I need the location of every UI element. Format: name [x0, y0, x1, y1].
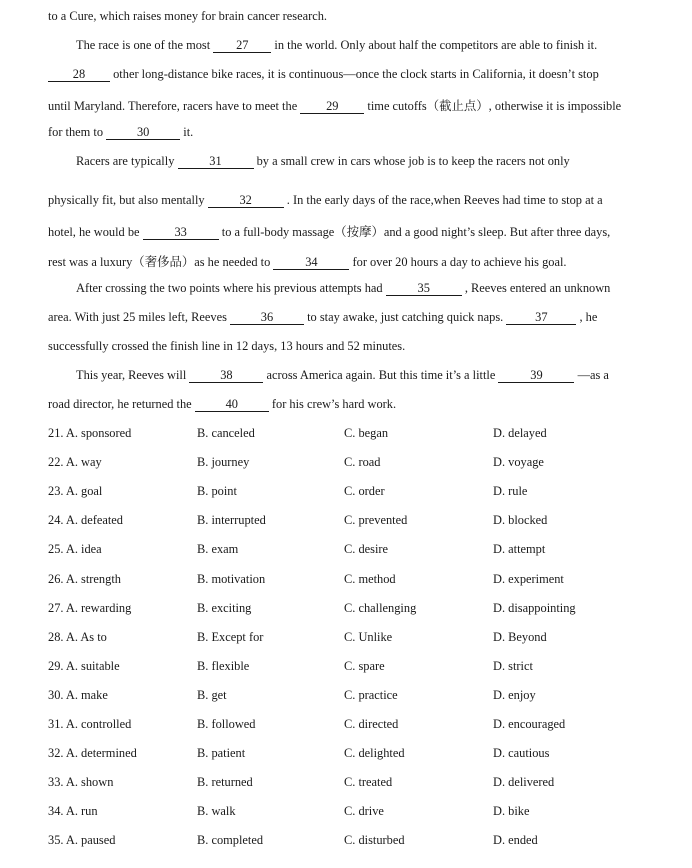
option-a: 32. A. determined	[48, 746, 137, 760]
text-segment: for over 20 hours a day to achieve his goal.	[352, 255, 567, 269]
option-c: C. spare	[344, 659, 385, 673]
text-segment: After crossing the two points where his previous attempts had	[76, 281, 383, 295]
passage-line-14	[48, 397, 396, 412]
option-a: 24. A. defeated	[48, 513, 124, 527]
blank-40: 40	[195, 398, 269, 412]
text-segment: —as a	[577, 368, 609, 382]
option-b: B. followed	[197, 717, 256, 731]
text-segment: by a small crew in cars whose job is to keep the racers not only	[256, 154, 570, 168]
passage-line-5	[48, 125, 193, 140]
text-segment: rest was a luxury（奢侈品）as he needed to	[48, 255, 271, 269]
option-b: B. motivation	[197, 572, 266, 586]
option-d: D. ended	[493, 833, 538, 847]
blank-39: 39	[498, 369, 574, 383]
option-a: 25. A. idea	[48, 542, 102, 556]
option-c: C. prevented	[344, 513, 408, 527]
text-segment: road director, he returned the	[48, 397, 192, 411]
passage-line-4	[48, 96, 621, 114]
blank-38: 38	[189, 369, 263, 383]
option-c: C. order	[344, 484, 385, 498]
passage-line-8	[48, 222, 610, 240]
option-a: 21. A. sponsored	[48, 426, 132, 440]
option-d: D. delivered	[493, 775, 555, 789]
passage-line-10	[76, 281, 610, 296]
option-d: D. delayed	[493, 426, 547, 440]
option-b: B. returned	[197, 775, 253, 789]
option-c: C. method	[344, 572, 396, 586]
text-segment: , Reeves entered an unknown	[464, 281, 611, 295]
blank-34: 34	[273, 256, 349, 270]
blank-31: 31	[178, 155, 254, 169]
blank-29: 29	[300, 100, 364, 114]
option-a: 26. A. strength	[48, 572, 121, 586]
text-segment: until Maryland. Therefore, racers have to meet the	[48, 99, 298, 113]
option-d: D. blocked	[493, 513, 548, 527]
option-b: B. walk	[197, 804, 236, 818]
text-segment: in the world. Only about half the competitors are able to finish it.	[274, 38, 598, 52]
option-a: 23. A. goal	[48, 484, 103, 498]
option-b: B. point	[197, 484, 237, 498]
option-b: B. exam	[197, 542, 239, 556]
option-b: B. patient	[197, 746, 246, 760]
text-segment: time cutoffs（截止点）, otherwise it is impossible	[367, 99, 622, 113]
passage-line-13	[76, 368, 609, 383]
option-d: D. bike	[493, 804, 530, 818]
option-d: D. encouraged	[493, 717, 566, 731]
option-c: C. practice	[344, 688, 398, 702]
option-b: B. Except for	[197, 630, 264, 644]
text-segment: other long-distance bike races, it is continuous—once the clock starts in California, it doesn’t stop	[113, 67, 599, 81]
text-segment: hotel, he would be	[48, 225, 140, 239]
option-d: D. attempt	[493, 542, 546, 556]
text-segment: across America again. But this time it’s a little	[266, 368, 496, 382]
option-c: C. drive	[344, 804, 384, 818]
option-d: D. enjoy	[493, 688, 536, 702]
option-d: D. disappointing	[493, 601, 576, 615]
option-a: 22. A. way	[48, 455, 102, 469]
option-d: D. rule	[493, 484, 528, 498]
option-b: B. exciting	[197, 601, 252, 615]
blank-33: 33	[143, 226, 219, 240]
blank-32: 32	[208, 194, 284, 208]
text-segment: This year, Reeves will	[76, 368, 187, 382]
option-d: D. experiment	[493, 572, 564, 586]
text-segment: The race is one of the most	[76, 38, 211, 52]
option-d: D. voyage	[493, 455, 544, 469]
passage-line-6	[76, 154, 570, 169]
text-segment: Racers are typically	[76, 154, 175, 168]
passage-line-9	[48, 252, 567, 270]
option-c: C. Unlike	[344, 630, 393, 644]
option-d: D. Beyond	[493, 630, 547, 644]
option-d: D. strict	[493, 659, 533, 673]
option-c: C. treated	[344, 775, 393, 789]
option-b: B. completed	[197, 833, 264, 847]
option-a: 35. A. paused	[48, 833, 116, 847]
option-b: B. flexible	[197, 659, 250, 673]
blank-37: 37	[506, 311, 576, 325]
option-c: C. challenging	[344, 601, 417, 615]
option-c: C. road	[344, 455, 381, 469]
text-segment: physically fit, but also mentally	[48, 193, 205, 207]
text-segment: . In the early days of the race,when Reeves had time to stop at a	[286, 193, 603, 207]
option-b: B. interrupted	[197, 513, 266, 527]
text-segment: for his crew’s hard work.	[271, 397, 397, 411]
option-a: 34. A. run	[48, 804, 98, 818]
option-d: D. cautious	[493, 746, 550, 760]
text-segment: to stay awake, just catching quick naps.	[307, 310, 504, 324]
passage-line-1: to a Cure, which raises money for brain cancer research.	[48, 9, 328, 23]
blank-35: 35	[386, 282, 462, 296]
option-b: B. journey	[197, 455, 250, 469]
blank-30: 30	[106, 126, 180, 140]
passage-line-2	[76, 38, 597, 53]
passage-line-7	[48, 193, 603, 208]
option-c: C. began	[344, 426, 389, 440]
passage-line-12: successfully crossed the finish line in 12 days, 13 hours and 52 minutes.	[48, 339, 406, 353]
option-c: C. desire	[344, 542, 389, 556]
text-segment: to a full-body massage（按摩）and a good night’s sleep. But after three days,	[221, 225, 611, 239]
text-segment: for them to	[48, 125, 104, 139]
option-c: C. delighted	[344, 746, 405, 760]
text-segment: , he	[579, 310, 598, 324]
blank-28: 28	[48, 68, 110, 82]
option-a: 27. A. rewarding	[48, 601, 132, 615]
option-a: 29. A. suitable	[48, 659, 120, 673]
blank-36: 36	[230, 311, 304, 325]
blank-27: 27	[213, 39, 271, 53]
passage-line-3	[48, 67, 599, 82]
option-b: B. canceled	[197, 426, 255, 440]
text-segment: area. With just 25 miles left, Reeves	[48, 310, 227, 324]
option-a: 31. A. controlled	[48, 717, 132, 731]
text-segment: it.	[183, 125, 194, 139]
passage-line-11	[48, 310, 597, 325]
option-a: 30. A. make	[48, 688, 108, 702]
option-c: C. directed	[344, 717, 399, 731]
option-b: B. get	[197, 688, 227, 702]
option-a: 33. A. shown	[48, 775, 114, 789]
option-c: C. disturbed	[344, 833, 405, 847]
option-a: 28. A. As to	[48, 630, 107, 644]
